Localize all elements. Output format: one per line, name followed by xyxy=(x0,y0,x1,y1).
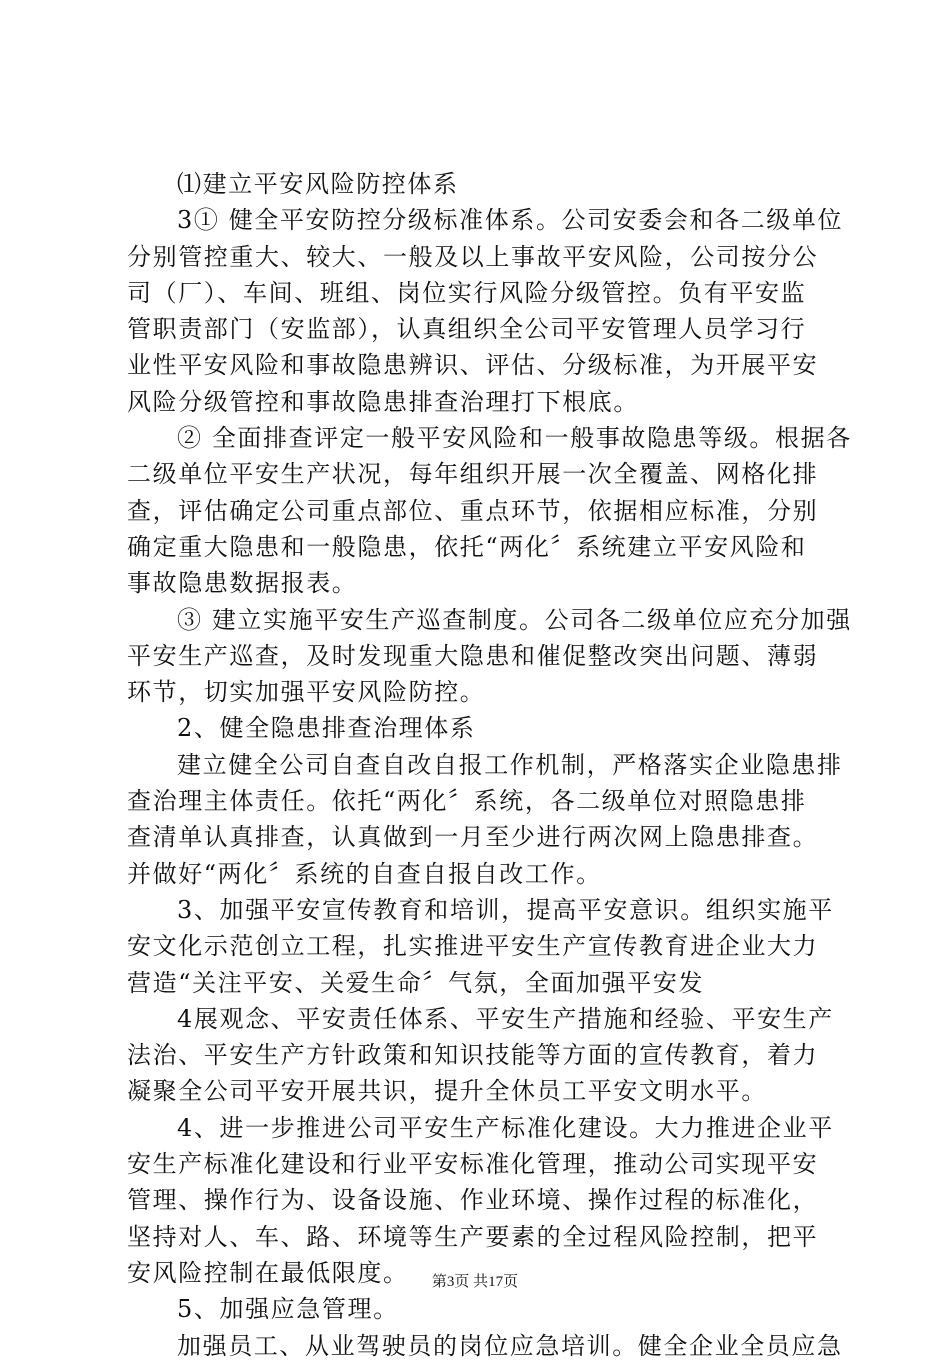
text-line: 凝聚全公司平安开展共识，提升全休员工平安文明水平。 xyxy=(127,1077,767,1106)
text-line: 查，评估确定公司重点部位、重点环节，依据相应标准，分别 xyxy=(127,496,819,525)
text-line: 查清单认真排查，认真做到一月至少进行两次网上隐患排查。 xyxy=(127,823,819,852)
text-line: 安生产标准化建设和行业平安标准化管理，推动公司实现平安 xyxy=(127,1150,819,1179)
text-line: 3① 健全平安防控分级标准体系。公司安委会和各二级单位 xyxy=(177,206,844,235)
text-line: 分别管控重大、较大、一般及以上事故平安风险，公司按分公 xyxy=(127,242,819,271)
text-line: 环节，切实加强平安风险防控。 xyxy=(127,678,486,707)
text-line: 法治、平安生产方针政策和知识技能等方面的宣传教育，着力 xyxy=(127,1041,819,1070)
text-line: ② 全面排查评定一般平安风险和一般事故隐患等级。根据各 xyxy=(177,424,852,453)
text-line: ⑴建立平安风险防控体系 xyxy=(177,170,459,198)
text-line: 事故隐患数据报表。 xyxy=(127,569,358,598)
text-line: 坚持对人、车、路、环境等生产要素的全过程风险控制，把平 xyxy=(127,1222,819,1251)
text-line: 3、加强平安宣传教育和培训，提高平安意识。组织实施平 xyxy=(177,895,834,924)
text-line: 安文化示范创立工程，扎实推进平安生产宣传教育进企业大力 xyxy=(127,932,819,961)
text-line: 确定重大隐患和一般隐患，依托“两化〞系统建立平安风险和 xyxy=(127,532,807,561)
page-footer: 第3页 共17页 xyxy=(431,1274,519,1290)
text-line: 4、进一步推进公司平安生产标准化建设。大力推进企业平 xyxy=(177,1113,834,1142)
text-line: 查治理主体责任。依托“两化〞系统，各二级单位对照隐患排 xyxy=(127,787,807,816)
text-line: 司（厂）、车间、班组、岗位实行风险分级管控。负有平安监 xyxy=(127,278,807,307)
text-line: 管职责部门（安监部），认真组织全公司平安管理人员学习行 xyxy=(127,315,807,344)
text-line: 5、加强应急管理。 xyxy=(177,1295,399,1324)
text-line: 2、健全隐患排查治理体系 xyxy=(177,714,476,743)
text-line: 4展观念、平安责任体系、平安生产措施和经验、平安生产 xyxy=(177,1004,834,1033)
text-line: ③ 建立实施平安生产巡查制度。公司各二级单位应充分加强 xyxy=(177,605,852,634)
document-body xyxy=(127,166,852,1364)
text-line: 业性平安风险和事故隐患辨识、评估、分级标准，为开展平安 xyxy=(127,351,819,380)
text-line: 建立健全公司自查自改自报工作机制，严格落实企业隐患排 xyxy=(177,750,843,779)
text-line: 平安生产巡查，及时发现重大隐患和催促整改突出问题、薄弱 xyxy=(127,641,819,670)
text-line: 二级单位平安生产状况，每年组织开展一次全覆盖、网格化排 xyxy=(127,460,819,489)
text-line: 管理、操作行为、设备设施、作业环境、操作过程的标准化， xyxy=(127,1186,819,1215)
text-line: 加强员工、从业驾驶员的岗位应急培训。健全企业全员应急 xyxy=(177,1331,843,1360)
text-line: 安风险控制在最低限度。 xyxy=(127,1258,409,1287)
text-line: 风险分级管控和事故隐患排查治理打下根底。 xyxy=(127,387,639,416)
text-line: 并做好“两化〞系统的自查自报自改工作。 xyxy=(127,859,602,888)
text-line: 营造“关注平安、关爱生命〞气氛，全面加强平安发 xyxy=(127,968,705,997)
